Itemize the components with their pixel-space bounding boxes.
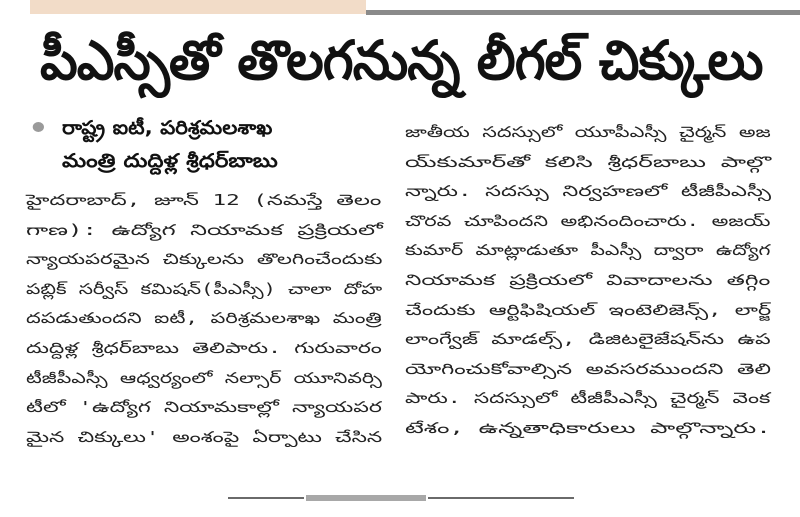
bottom-rule-center [306,495,426,501]
body-line: దుద్దిళ్ల శ్రీధర్‌బాబు తెలిపారు. గురువారం [26,338,382,357]
body-line: గాణ): ఉద్యోగ నియామక ప్రక్రియలో [26,220,383,239]
top-decor-bar [30,0,366,14]
right-column [405,118,775,444]
headline: పీఎస్సీతో తొలగనున్న లీగల్ చిక్కులు [40,29,763,92]
body-line: మైన చిక్కులు' అంశంపై ఏర్పాటు చేసిన [26,427,383,446]
subhead [26,112,388,178]
bottom-rule-right [428,497,574,499]
subhead-text-1: రాష్ట్ర ఐటీ, పరిశ్రమలశాఖ [61,117,273,139]
subhead-line-2: మంత్రి దుద్దిళ్ల శ్రీధర్‌బాబు [62,150,278,172]
subhead-line-1 [26,112,433,145]
body-line: కుమార్ మాట్లాడుతూ పీఎస్సీ ద్వారా ఉద్యోగ [405,241,771,260]
body-line: టీలో 'ఉద్యోగ నియామకాల్లో న్యాయపర [26,398,382,417]
body-line: టేశం, ఉన్నతాధికారులు పాల్గొన్నారు. [405,418,771,437]
body-line: హైదరాబాద్, జూన్ 12 (నమస్తే తెలం [26,191,382,209]
body-line: జాతీయ సదస్సులో యూపీఎస్సీ చైర్మన్ అజ [405,123,771,141]
left-column [26,112,388,452]
body-line: న్నారు. సదస్సు నిర్వహణలో టీజీపీఎస్సీ [405,182,772,201]
body-line: నియామక ప్రక్రియలో వివాదాలను తగ్గిం [405,270,771,289]
body-line: టీజీపీఎస్సీ ఆధ్వర్యంలో నల్సార్ యూనివర్సి [26,368,382,387]
body-line: చొరవ చూపిందని అభినందించారు. అజయ్ [405,211,771,230]
top-rule [366,10,800,15]
body-line: పబ్లిక్ సర్వీస్ కమిషన్(పీఎస్సీ) చాలా దోహ [26,279,383,298]
body-line: లాంగ్వేజ్ మాడల్స్, డిజిటలైజేషన్‌ను ఉప [405,330,771,349]
bottom-rule-left [228,497,304,499]
left-body [26,186,388,452]
body-line: న్యాయపరమైన చిక్కులను తొలగించేందుకు [26,250,383,269]
body-line: పారు. సదస్సులో టీజీపీఎస్సీ చైర్మన్ వెంక [405,389,771,408]
body-line: చేందుకు ఆర్టిఫిషియల్ ఇంటెలిజెన్స్, లార్జ్ [405,300,772,319]
bullet-icon [33,122,44,132]
body-line: దపడుతుందని ఐటీ, పరిశ్రమలశాఖ మంత్రి [26,309,382,328]
body-line: య్‌కుమార్‌తో కలిసి శ్రీధర్‌బాబు పాల్గొ [405,152,772,171]
body-line: యోగించుకోవాల్సిన అవసరముందని తెలి [405,359,771,378]
